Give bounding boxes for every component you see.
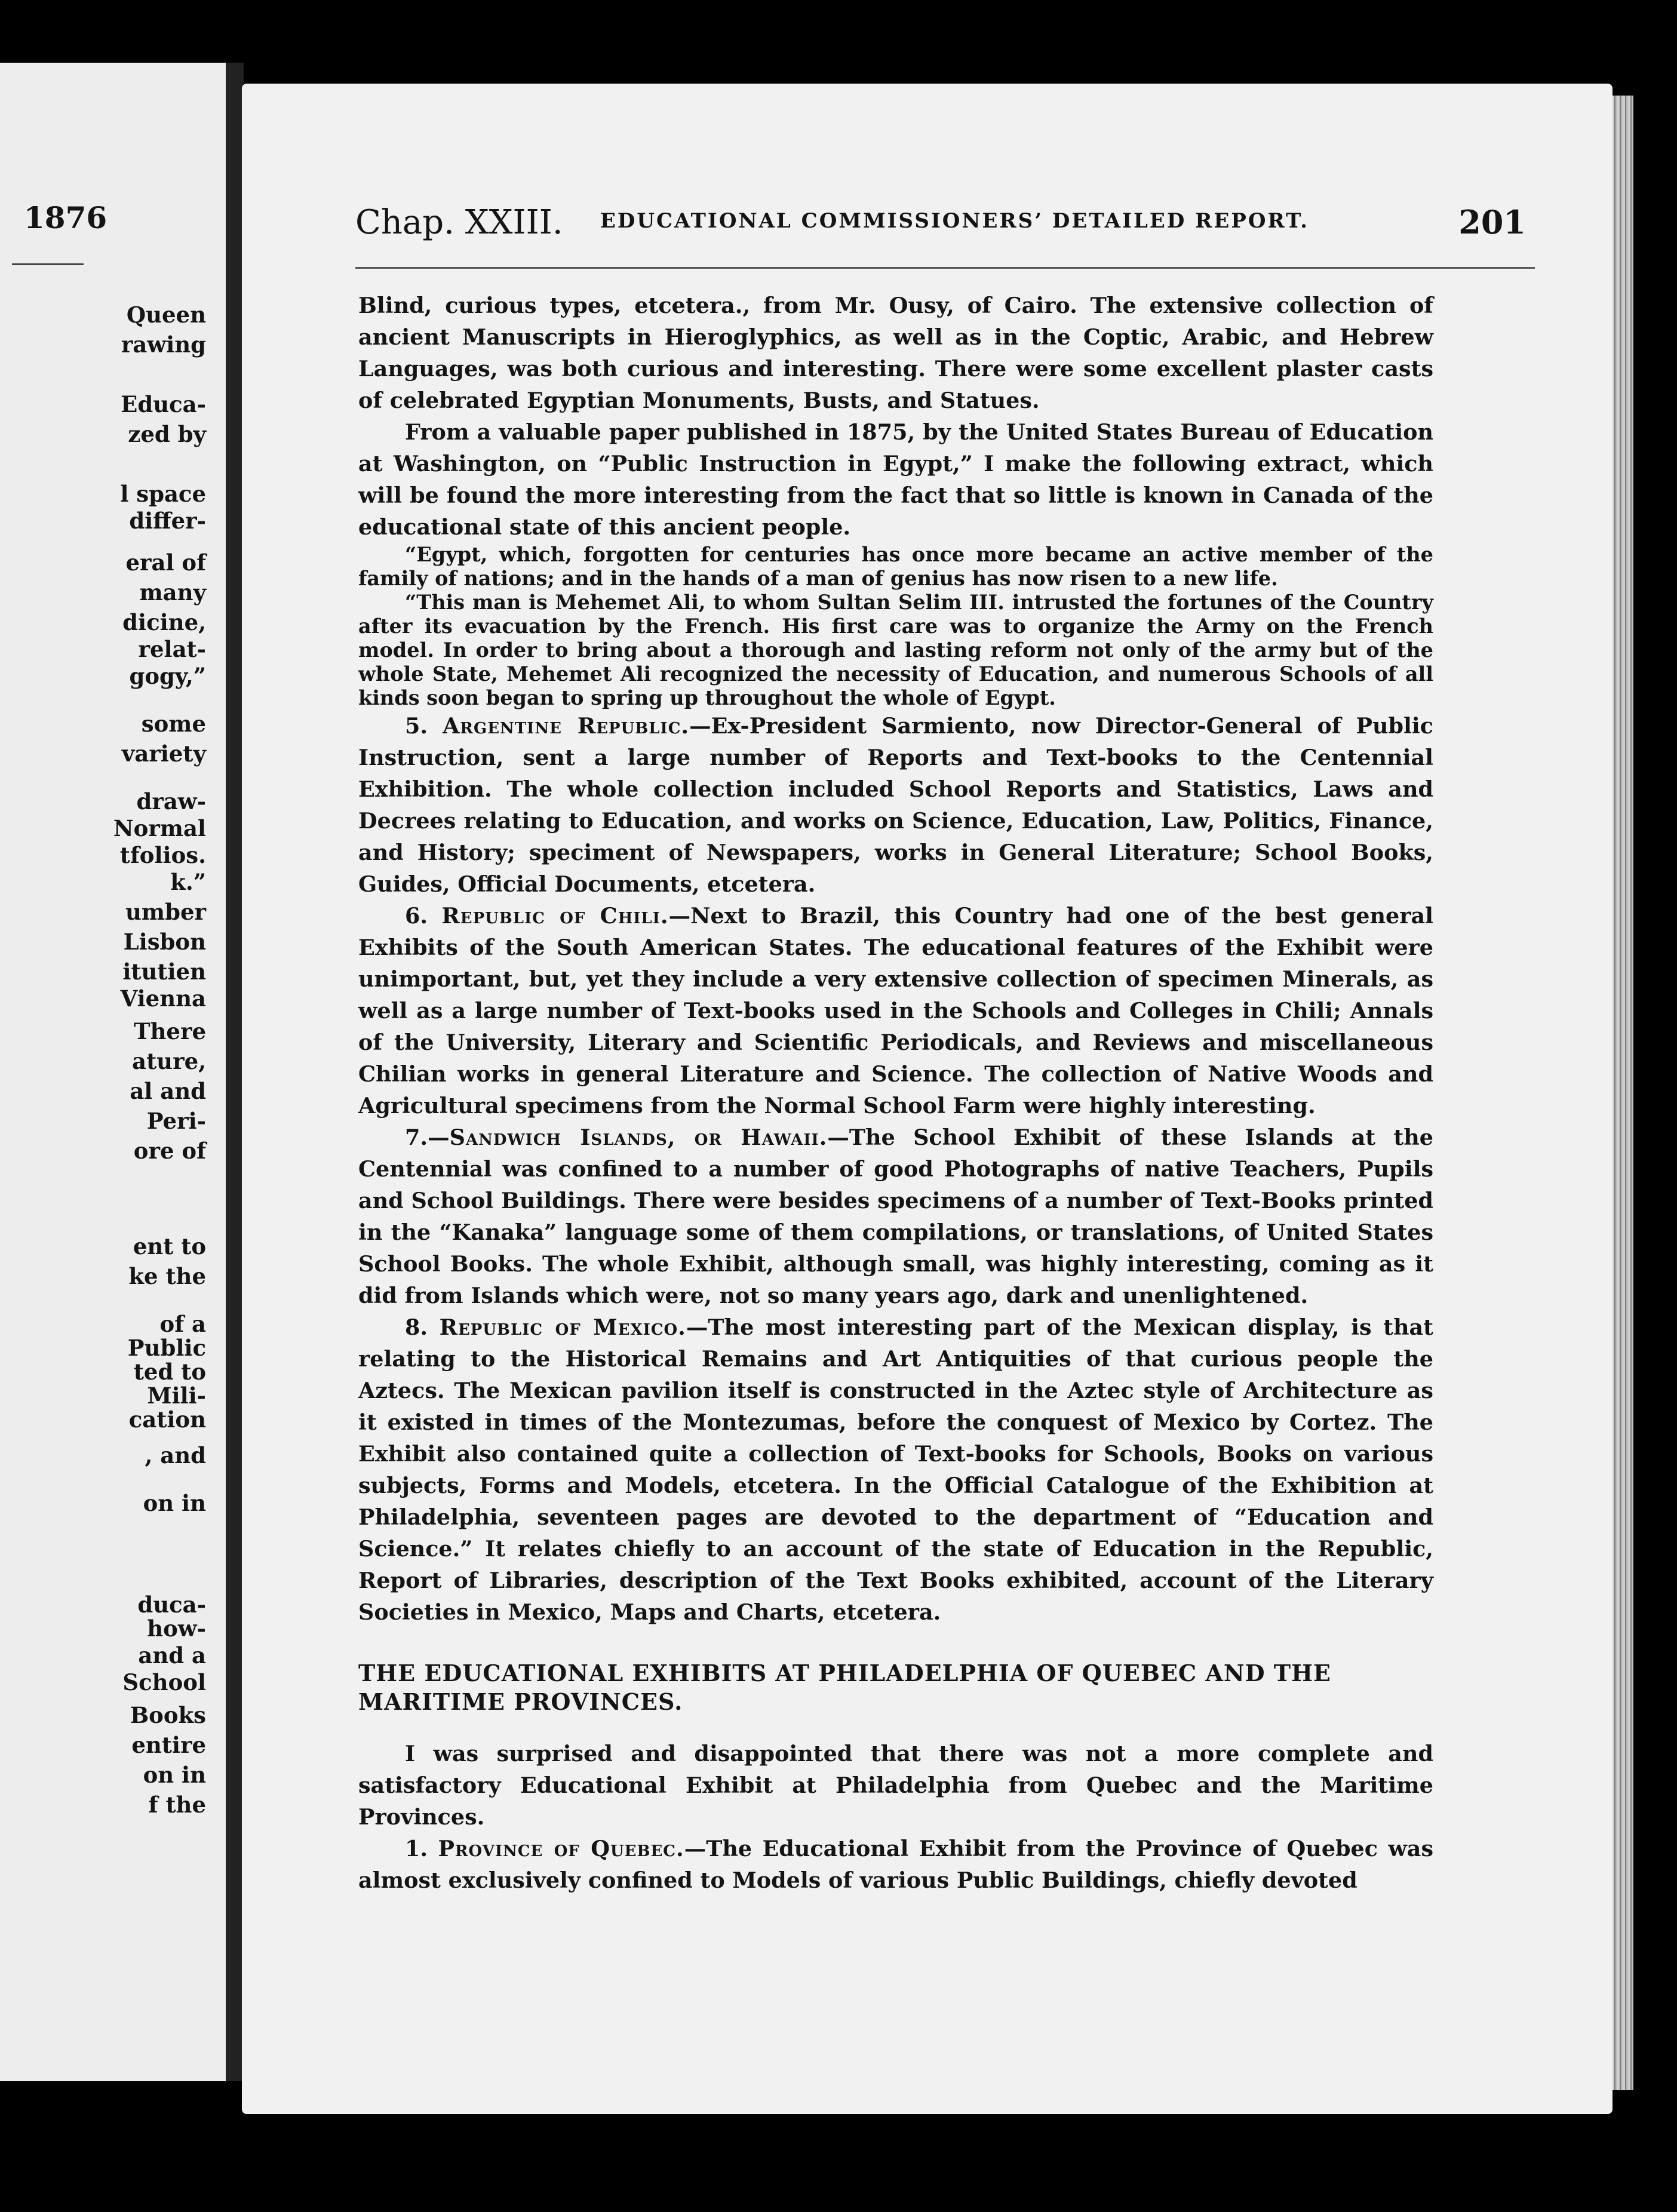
item-heading: Republic of Mexico.	[439, 1314, 686, 1340]
left-page-text-fragment: rawing	[121, 331, 206, 358]
left-page-text-fragment: Educa-	[121, 391, 206, 417]
section-title	[358, 1659, 1433, 1716]
quote-paragraph: “Egypt, which, forgotten for centuries has once more became an active member of the family of nations; and in the hands of a man of genius has now risen to a new life.	[358, 543, 1433, 590]
left-page-text-fragment: umber	[125, 899, 206, 925]
left-page-text-fragment: draw-	[136, 788, 206, 815]
left-header-rule	[12, 263, 84, 265]
section-title-line: THE EDUCATIONAL EXHIBITS AT PHILADELPHIA OF QUEBEC AND THE	[358, 1660, 1331, 1686]
item-number: 5.	[405, 713, 443, 739]
paragraph-argentine	[358, 710, 1433, 900]
left-page-text-fragment: zed by	[128, 421, 206, 447]
left-page-text-fragment: Books	[130, 1702, 206, 1728]
item-number: 7.—	[405, 1125, 450, 1150]
left-page-text-fragment: Normal	[113, 815, 206, 841]
left-page-text-fragment: relat-	[138, 636, 206, 662]
item-heading: Sandwich Islands, or Hawaii.	[449, 1125, 828, 1150]
left-page-text-fragment: how-	[147, 1615, 206, 1642]
left-page-text-fragment: ke the	[128, 1263, 206, 1289]
item-text: —The most interesting part of the Mexican display, is that relating to the Historical Remains and Art Antiquities of that curious people the Aztecs. The Mexican pavilion itself is constructed in the Aztec style of Architecture as it existed in times of the Montezumas, before the conquest of Mexico by Cortez. The Exhibit also contained quite a collection of Text-books for Schools, Books on various subjects, Forms and Models, etcetera. In the Official Catalogue of the Exhibition at Philadelphia, seventeen pages are devoted to the department of “Education and Science.” It relates chiefly to an account of the state of Education in the Republic, Report of Libraries, description of the Text Books exhibited, account of the Literary Societies in Mexico, Maps and Charts, etcetera.	[358, 1314, 1433, 1625]
quote-paragraph: “This man is Mehemet Ali, to whom Sultan Selim III. intrusted the fortunes of the Country after its evacuation by the French. His first care was to organize the Army on the French model. In order to bring about a thorough and lasting reform not only of the army but of the whole State, Mehemet Ali recognized the necessity of Education, and numerous Schools of all kinds soon began to spring up throughout the whole of Egypt.	[358, 591, 1433, 709]
left-page-text-fragment: duca-	[137, 1592, 206, 1618]
right-page	[242, 84, 1612, 2114]
left-page-text-fragment: f the	[148, 1792, 206, 1818]
paragraph: Blind, curious types, etcetera., from Mr. Ousy, of Cairo. The extensive collection of ancient Manuscripts in Hieroglyphics, as well as in the Coptic, Arabic, and Hebrew Languages, was both curious and interesting. There were some excellent plaster casts of celebrated Egyptian Monuments, Busts, and Statues.	[358, 293, 1433, 413]
item-heading: Republic of Chili.	[441, 903, 669, 929]
left-page-text-fragment: entire	[131, 1732, 206, 1758]
left-page-text-fragment: dicine,	[122, 609, 206, 635]
item-heading: Province of Quebec.	[438, 1836, 684, 1861]
paragraph: From a valuable paper published in 1875, by the United States Bureau of Education at Washington, on “Public Instruction in Egypt,” I make the following extract, which will be found the more interesting from the fact that so little is known in Canada of the educational state of this ancient people.	[358, 419, 1433, 540]
header-rule	[355, 267, 1535, 269]
left-page-text-fragment: many	[139, 579, 206, 606]
left-page-text-fragment: , and	[145, 1442, 206, 1468]
left-page-text-fragment: Public	[127, 1335, 206, 1361]
left-page-text-fragment: variety	[121, 741, 206, 767]
item-text: —The Educational Exhibit from the Province of Quebec was almost exclusively confined to Models of various Public Buildings, chiefly devoted	[358, 1836, 1434, 1893]
left-page-text-fragment: eral of	[125, 549, 206, 576]
left-page-text-fragment: Queen	[126, 302, 206, 328]
item-number: 1.	[405, 1836, 438, 1861]
paragraph-mexico	[358, 1311, 1433, 1628]
left-page-text-fragment: There	[133, 1018, 206, 1044]
left-page-text-fragment: gogy,”	[129, 663, 206, 689]
item-text: —Ex-President Sarmiento, now Director-General of Public Instruction, sent a large number of Reports and Text-books to the Centennial Exhibition. The whole collection included School Reports and Statistics, Laws and Decrees relating to Education, and works on Science, Education, Law, Politics, Finance, and History; speciment of Newspapers, works in General Literature; School Books, Guides, Official Documents, etcetera.	[358, 713, 1434, 897]
left-page-text-fragment: k.”	[170, 869, 206, 895]
paragraph-quebec	[358, 1833, 1433, 1896]
page-header	[355, 203, 1526, 251]
left-page-text-fragment: al and	[130, 1078, 206, 1104]
left-page-text-fragment: differ-	[129, 508, 206, 534]
paragraph-chili	[358, 900, 1433, 1122]
left-page-text-fragment: Peri-	[146, 1108, 206, 1134]
left-page-text-fragment: l space	[120, 481, 206, 507]
chapter-label: Chap. XXIII.	[355, 203, 563, 242]
left-page-text-fragment: on in	[143, 1490, 206, 1516]
left-page-text-fragment: School	[122, 1669, 206, 1695]
left-page-text-fragment: ore of	[133, 1138, 206, 1164]
left-page-fragment	[0, 63, 232, 2081]
left-page-text-fragment: ature,	[132, 1048, 206, 1074]
left-page-text-fragment: ent to	[133, 1233, 206, 1259]
left-page-text-fragment: tfolios.	[119, 842, 206, 868]
left-page-text-fragment: cation	[128, 1406, 206, 1433]
left-page-text-fragment: ted to	[133, 1359, 206, 1385]
left-page-text-fragment: of a	[159, 1311, 206, 1337]
paragraph: I was surprised and disappointed that there was not a more complete and satisfactory Educational Exhibit at Philadelphia from Quebec and the Maritime Provinces.	[358, 1741, 1433, 1830]
left-page-text-fragment: some	[141, 711, 206, 737]
item-heading: Argentine Republic.	[443, 713, 690, 739]
page-body	[358, 290, 1433, 1896]
left-page-text-fragment: itutien	[122, 958, 206, 985]
item-number: 6.	[405, 903, 442, 929]
paragraph-hawaii	[358, 1122, 1433, 1311]
left-page-text-fragment: Lisbon	[123, 929, 206, 955]
item-text: —Next to Brazil, this Country had one of the best general Exhibits of the South American States. The educational features of the Exhibit were unimportant, but, yet they include a very extensive collection of specimen Minerals, as well as a large number of Text-books used in the Schools and Colleges in Chili; Annals of the University, Literary and Scientific Periodicals, and Reviews and miscellaneous Chilian works in general Literature and Science. The collection of Native Woods and Agricultural specimens from the Normal School Farm were highly interesting.	[358, 903, 1433, 1119]
left-page-text-fragment: Mili-	[147, 1382, 206, 1409]
left-page-number: 1876	[24, 200, 108, 235]
page-number: 201	[1458, 203, 1526, 241]
section-title-line: MARITIME PROVINCES.	[358, 1688, 683, 1715]
item-number: 8.	[405, 1314, 440, 1340]
left-page-text-fragment: on in	[143, 1762, 206, 1788]
item-text: —The School Exhibit of these Islands at the Centennial was confined to a number of good Photographs of native Teachers, Pupils and School Buildings. There were besides specimens of a number of Text-Books printed in the “Kanaka” language some of them compilations, or translations, of United States School Books. The whole Exhibit, although small, was highly interesting, coming as it did from Islands which were, not so many years ago, dark and unenlightened.	[358, 1125, 1433, 1308]
left-page-text-fragment: and a	[138, 1642, 206, 1669]
book-gutter	[226, 63, 244, 2081]
left-page-text-fragment: Vienna	[120, 985, 206, 1012]
running-title: EDUCATIONAL COMMISSIONERS’ DETAILED REPORT.	[600, 209, 1309, 233]
